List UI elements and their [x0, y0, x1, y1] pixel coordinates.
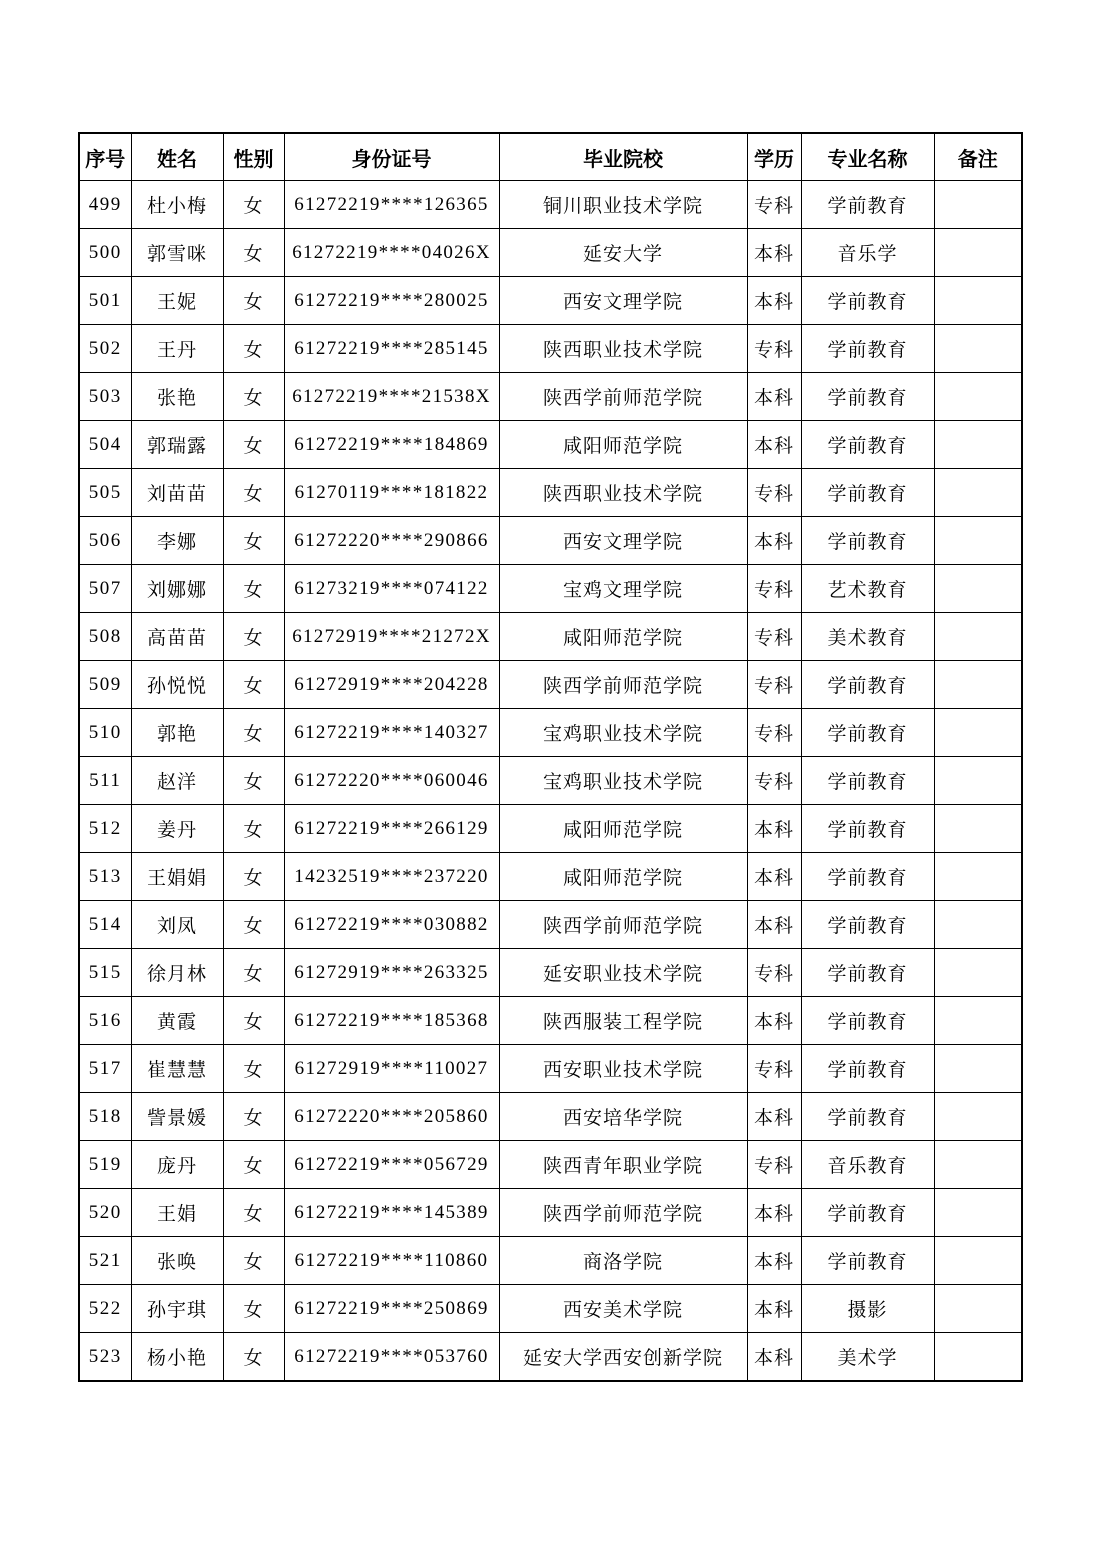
header-id-number: 身份证号 — [284, 133, 499, 181]
cell-name: 郭瑞露 — [131, 421, 223, 469]
cell-remarks — [934, 517, 1022, 565]
cell-gender: 女 — [223, 469, 284, 517]
table-row — [79, 565, 1022, 613]
cell-education: 本科 — [747, 1333, 801, 1382]
table-row — [79, 421, 1022, 469]
cell-remarks — [934, 997, 1022, 1045]
cell-id-number: 61272219****285145 — [284, 325, 499, 373]
cell-index: 513 — [79, 853, 131, 901]
header-gender: 性别 — [223, 133, 284, 181]
cell-gender: 女 — [223, 1237, 284, 1285]
cell-name: 徐月林 — [131, 949, 223, 997]
table-row — [79, 1141, 1022, 1189]
cell-education: 本科 — [747, 517, 801, 565]
cell-name: 杨小艳 — [131, 1333, 223, 1382]
table-row — [79, 229, 1022, 277]
cell-index: 520 — [79, 1189, 131, 1237]
cell-name: 赵洋 — [131, 757, 223, 805]
cell-remarks — [934, 949, 1022, 997]
cell-major: 学前教育 — [801, 901, 934, 949]
cell-index: 505 — [79, 469, 131, 517]
cell-gender: 女 — [223, 229, 284, 277]
cell-index: 508 — [79, 613, 131, 661]
header-education: 学历 — [747, 133, 801, 181]
cell-index: 500 — [79, 229, 131, 277]
cell-index: 519 — [79, 1141, 131, 1189]
table-row — [79, 901, 1022, 949]
cell-school: 商洛学院 — [499, 1237, 747, 1285]
cell-education: 本科 — [747, 901, 801, 949]
cell-education: 本科 — [747, 421, 801, 469]
table-row — [79, 613, 1022, 661]
cell-education: 本科 — [747, 277, 801, 325]
cell-gender: 女 — [223, 1285, 284, 1333]
cell-school: 咸阳师范学院 — [499, 613, 747, 661]
cell-school: 西安培华学院 — [499, 1093, 747, 1141]
cell-id-number: 61272219****110860 — [284, 1237, 499, 1285]
cell-remarks — [934, 229, 1022, 277]
cell-id-number: 61272219****145389 — [284, 1189, 499, 1237]
header-school: 毕业院校 — [499, 133, 747, 181]
table-row — [79, 469, 1022, 517]
cell-education: 专科 — [747, 325, 801, 373]
cell-education: 本科 — [747, 805, 801, 853]
cell-remarks — [934, 613, 1022, 661]
cell-index: 518 — [79, 1093, 131, 1141]
cell-remarks — [934, 277, 1022, 325]
cell-gender: 女 — [223, 325, 284, 373]
cell-school: 陕西服装工程学院 — [499, 997, 747, 1045]
cell-school: 延安大学 — [499, 229, 747, 277]
cell-id-number: 61272219****04026X — [284, 229, 499, 277]
table-header — [79, 133, 1022, 181]
cell-gender: 女 — [223, 421, 284, 469]
cell-index: 523 — [79, 1333, 131, 1382]
table-row — [79, 949, 1022, 997]
cell-remarks — [934, 1189, 1022, 1237]
cell-school: 宝鸡职业技术学院 — [499, 757, 747, 805]
cell-id-number: 61270119****181822 — [284, 469, 499, 517]
table-row — [79, 181, 1022, 229]
cell-school: 西安美术学院 — [499, 1285, 747, 1333]
cell-index: 514 — [79, 901, 131, 949]
cell-school: 西安文理学院 — [499, 277, 747, 325]
cell-id-number: 61272219****126365 — [284, 181, 499, 229]
cell-major: 学前教育 — [801, 325, 934, 373]
cell-remarks — [934, 181, 1022, 229]
cell-id-number: 61272219****185368 — [284, 997, 499, 1045]
cell-gender: 女 — [223, 517, 284, 565]
cell-remarks — [934, 661, 1022, 709]
cell-gender: 女 — [223, 853, 284, 901]
cell-major: 学前教育 — [801, 1237, 934, 1285]
cell-education: 本科 — [747, 1285, 801, 1333]
cell-school: 陕西学前师范学院 — [499, 661, 747, 709]
cell-major: 学前教育 — [801, 1045, 934, 1093]
cell-major: 学前教育 — [801, 181, 934, 229]
cell-major: 学前教育 — [801, 661, 934, 709]
cell-major: 学前教育 — [801, 373, 934, 421]
cell-name: 高苗苗 — [131, 613, 223, 661]
cell-remarks — [934, 1333, 1022, 1382]
cell-major: 学前教育 — [801, 1093, 934, 1141]
cell-remarks — [934, 901, 1022, 949]
cell-gender: 女 — [223, 1045, 284, 1093]
cell-major: 学前教育 — [801, 997, 934, 1045]
cell-id-number: 61272219****056729 — [284, 1141, 499, 1189]
cell-gender: 女 — [223, 277, 284, 325]
cell-remarks — [934, 805, 1022, 853]
cell-major: 学前教育 — [801, 517, 934, 565]
table-body — [79, 181, 1022, 1382]
cell-name: 訾景媛 — [131, 1093, 223, 1141]
cell-id-number: 61272220****060046 — [284, 757, 499, 805]
header-remarks: 备注 — [934, 133, 1022, 181]
cell-major: 美术学 — [801, 1333, 934, 1382]
cell-id-number: 61272219****280025 — [284, 277, 499, 325]
cell-id-number: 61272919****21272X — [284, 613, 499, 661]
table-row — [79, 277, 1022, 325]
table-row — [79, 1237, 1022, 1285]
cell-education: 本科 — [747, 853, 801, 901]
cell-name: 王娟娟 — [131, 853, 223, 901]
table-row — [79, 997, 1022, 1045]
cell-gender: 女 — [223, 565, 284, 613]
cell-school: 陕西职业技术学院 — [499, 325, 747, 373]
cell-remarks — [934, 421, 1022, 469]
cell-remarks — [934, 853, 1022, 901]
cell-major: 学前教育 — [801, 805, 934, 853]
cell-remarks — [934, 325, 1022, 373]
cell-remarks — [934, 757, 1022, 805]
cell-major: 音乐教育 — [801, 1141, 934, 1189]
cell-name: 李娜 — [131, 517, 223, 565]
cell-id-number: 61272220****205860 — [284, 1093, 499, 1141]
table-row — [79, 373, 1022, 421]
table-row — [79, 1045, 1022, 1093]
table-row — [79, 805, 1022, 853]
cell-index: 510 — [79, 709, 131, 757]
cell-name: 姜丹 — [131, 805, 223, 853]
cell-education: 本科 — [747, 1237, 801, 1285]
cell-school: 陕西学前师范学院 — [499, 373, 747, 421]
cell-name: 黄霞 — [131, 997, 223, 1045]
cell-gender: 女 — [223, 613, 284, 661]
cell-id-number: 61272219****21538X — [284, 373, 499, 421]
cell-school: 陕西青年职业学院 — [499, 1141, 747, 1189]
cell-major: 学前教育 — [801, 421, 934, 469]
cell-gender: 女 — [223, 1141, 284, 1189]
cell-education: 本科 — [747, 997, 801, 1045]
cell-education: 本科 — [747, 1189, 801, 1237]
cell-education: 专科 — [747, 613, 801, 661]
cell-remarks — [934, 1093, 1022, 1141]
cell-gender: 女 — [223, 805, 284, 853]
cell-gender: 女 — [223, 757, 284, 805]
cell-gender: 女 — [223, 1189, 284, 1237]
cell-remarks — [934, 565, 1022, 613]
table-row — [79, 1189, 1022, 1237]
cell-index: 515 — [79, 949, 131, 997]
cell-school: 西安文理学院 — [499, 517, 747, 565]
cell-name: 刘凤 — [131, 901, 223, 949]
cell-gender: 女 — [223, 901, 284, 949]
cell-id-number: 61272219****140327 — [284, 709, 499, 757]
cell-index: 501 — [79, 277, 131, 325]
cell-major: 音乐学 — [801, 229, 934, 277]
table-row — [79, 1093, 1022, 1141]
cell-school: 铜川职业技术学院 — [499, 181, 747, 229]
cell-index: 511 — [79, 757, 131, 805]
cell-index: 502 — [79, 325, 131, 373]
cell-name: 孙宇琪 — [131, 1285, 223, 1333]
cell-name: 郭艳 — [131, 709, 223, 757]
cell-index: 517 — [79, 1045, 131, 1093]
cell-name: 孙悦悦 — [131, 661, 223, 709]
cell-remarks — [934, 1285, 1022, 1333]
cell-remarks — [934, 1141, 1022, 1189]
cell-major: 学前教育 — [801, 277, 934, 325]
cell-education: 专科 — [747, 1045, 801, 1093]
cell-id-number: 61272219****030882 — [284, 901, 499, 949]
cell-name: 崔慧慧 — [131, 1045, 223, 1093]
cell-remarks — [934, 1045, 1022, 1093]
header-name: 姓名 — [131, 133, 223, 181]
cell-school: 延安大学西安创新学院 — [499, 1333, 747, 1382]
cell-remarks — [934, 1237, 1022, 1285]
cell-index: 504 — [79, 421, 131, 469]
cell-education: 专科 — [747, 1141, 801, 1189]
table-row — [79, 661, 1022, 709]
cell-name: 庞丹 — [131, 1141, 223, 1189]
cell-gender: 女 — [223, 181, 284, 229]
cell-remarks — [934, 373, 1022, 421]
cell-id-number: 61273219****074122 — [284, 565, 499, 613]
table-row — [79, 709, 1022, 757]
table-row — [79, 325, 1022, 373]
cell-major: 艺术教育 — [801, 565, 934, 613]
cell-major: 学前教育 — [801, 853, 934, 901]
header-major: 专业名称 — [801, 133, 934, 181]
cell-id-number: 61272219****053760 — [284, 1333, 499, 1382]
cell-education: 专科 — [747, 181, 801, 229]
cell-id-number: 61272919****204228 — [284, 661, 499, 709]
cell-major: 学前教育 — [801, 1189, 934, 1237]
cell-school: 陕西职业技术学院 — [499, 469, 747, 517]
cell-name: 王娟 — [131, 1189, 223, 1237]
cell-school: 陕西学前师范学院 — [499, 901, 747, 949]
cell-name: 王丹 — [131, 325, 223, 373]
cell-school: 延安职业技术学院 — [499, 949, 747, 997]
cell-name: 张艳 — [131, 373, 223, 421]
cell-education: 本科 — [747, 373, 801, 421]
cell-remarks — [934, 469, 1022, 517]
cell-major: 学前教育 — [801, 469, 934, 517]
cell-school: 宝鸡文理学院 — [499, 565, 747, 613]
cell-major: 美术教育 — [801, 613, 934, 661]
cell-name: 张唤 — [131, 1237, 223, 1285]
table-row — [79, 1333, 1022, 1382]
header-index: 序号 — [79, 133, 131, 181]
cell-education: 专科 — [747, 709, 801, 757]
cell-gender: 女 — [223, 1093, 284, 1141]
cell-gender: 女 — [223, 949, 284, 997]
cell-id-number: 61272219****250869 — [284, 1285, 499, 1333]
header-row — [79, 133, 1022, 181]
cell-id-number: 61272219****266129 — [284, 805, 499, 853]
cell-school: 咸阳师范学院 — [499, 805, 747, 853]
cell-id-number: 14232519****237220 — [284, 853, 499, 901]
cell-gender: 女 — [223, 661, 284, 709]
cell-education: 本科 — [747, 1093, 801, 1141]
cell-id-number: 61272919****263325 — [284, 949, 499, 997]
cell-major: 学前教育 — [801, 709, 934, 757]
cell-name: 杜小梅 — [131, 181, 223, 229]
cell-id-number: 61272220****290866 — [284, 517, 499, 565]
cell-name: 郭雪咪 — [131, 229, 223, 277]
cell-remarks — [934, 709, 1022, 757]
cell-index: 507 — [79, 565, 131, 613]
cell-index: 516 — [79, 997, 131, 1045]
roster-table — [78, 132, 1023, 1382]
cell-education: 本科 — [747, 229, 801, 277]
cell-index: 499 — [79, 181, 131, 229]
cell-gender: 女 — [223, 997, 284, 1045]
cell-index: 522 — [79, 1285, 131, 1333]
cell-education: 专科 — [747, 469, 801, 517]
table-row — [79, 757, 1022, 805]
cell-school: 咸阳师范学院 — [499, 421, 747, 469]
cell-name: 刘苗苗 — [131, 469, 223, 517]
cell-index: 503 — [79, 373, 131, 421]
cell-gender: 女 — [223, 1333, 284, 1382]
cell-index: 521 — [79, 1237, 131, 1285]
cell-gender: 女 — [223, 373, 284, 421]
cell-major: 摄影 — [801, 1285, 934, 1333]
cell-school: 陕西学前师范学院 — [499, 1189, 747, 1237]
cell-education: 专科 — [747, 565, 801, 613]
table-row — [79, 517, 1022, 565]
cell-education: 专科 — [747, 757, 801, 805]
cell-index: 509 — [79, 661, 131, 709]
cell-id-number: 61272919****110027 — [284, 1045, 499, 1093]
cell-school: 西安职业技术学院 — [499, 1045, 747, 1093]
cell-name: 刘娜娜 — [131, 565, 223, 613]
cell-name: 王妮 — [131, 277, 223, 325]
cell-index: 506 — [79, 517, 131, 565]
cell-gender: 女 — [223, 709, 284, 757]
cell-index: 512 — [79, 805, 131, 853]
cell-school: 咸阳师范学院 — [499, 853, 747, 901]
cell-education: 专科 — [747, 949, 801, 997]
table-row — [79, 1285, 1022, 1333]
cell-major: 学前教育 — [801, 949, 934, 997]
cell-education: 专科 — [747, 661, 801, 709]
cell-id-number: 61272219****184869 — [284, 421, 499, 469]
table-row — [79, 853, 1022, 901]
cell-major: 学前教育 — [801, 757, 934, 805]
cell-school: 宝鸡职业技术学院 — [499, 709, 747, 757]
